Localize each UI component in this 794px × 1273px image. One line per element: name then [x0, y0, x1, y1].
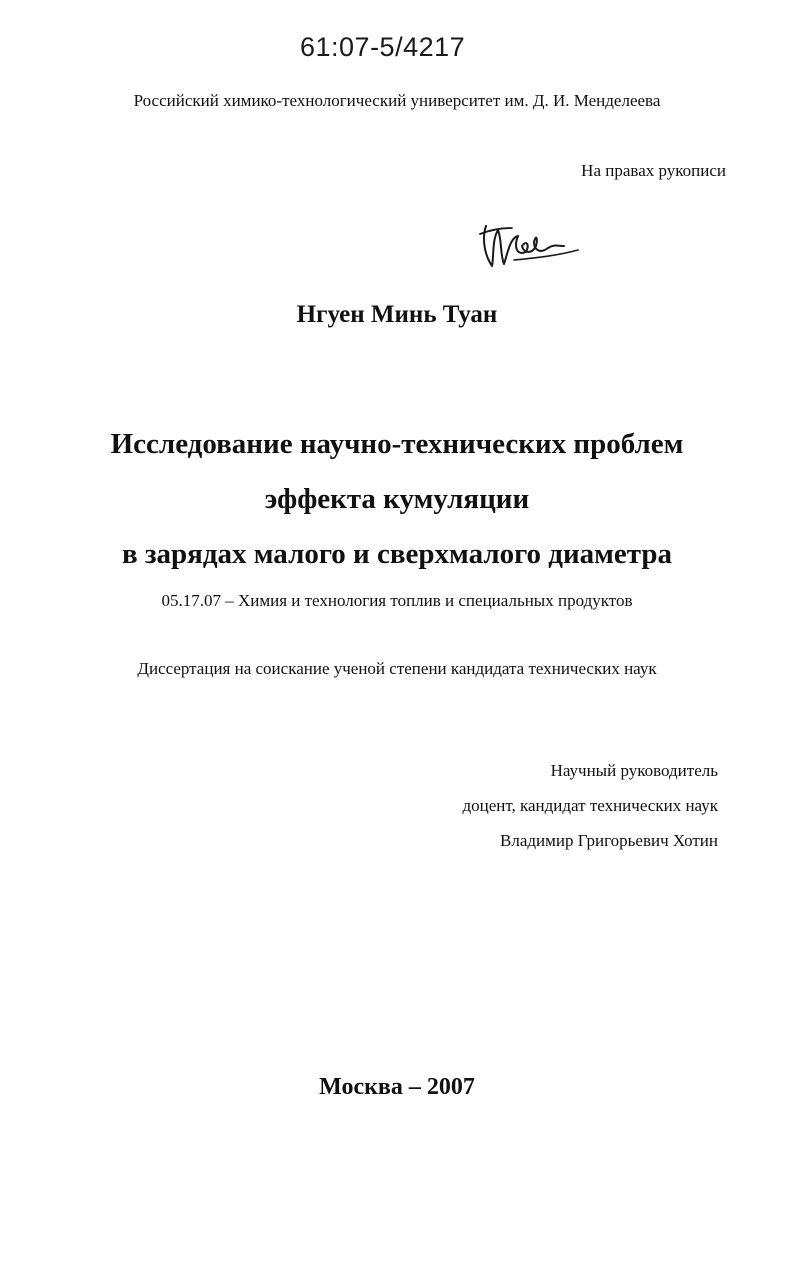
specialty-code: 05.17.07 – Химия и технология топлив и специальных продуктов — [161, 591, 633, 610]
manuscript-note: На правах рукописи — [581, 161, 726, 180]
university-name: Российский химико-технологический университет им. Д. И. Менделеева — [133, 91, 661, 110]
advisor-position: доцент, кандидат технических наук — [462, 796, 718, 815]
thesis-title-line-1: Исследование научно-технических проблем — [110, 428, 684, 460]
thesis-title-line-2: эффекта кумуляции — [264, 483, 530, 515]
handwritten-signature-icon — [474, 216, 584, 276]
advisor-role: Научный руководитель — [550, 761, 718, 780]
thesis-title-line-3: в зарядах малого и сверхмалого диаметра — [121, 538, 673, 570]
advisor-name: Владимир Григорьевич Хотин — [500, 831, 718, 850]
author-name: Нгуен Минь Туан — [296, 301, 498, 328]
archive-code: 61:07-5/4217 — [300, 32, 466, 62]
city-year: Москва – 2007 — [319, 1074, 475, 1100]
dissertation-type: Диссертация на соискание ученой степени кандидата технических наук — [137, 659, 657, 678]
